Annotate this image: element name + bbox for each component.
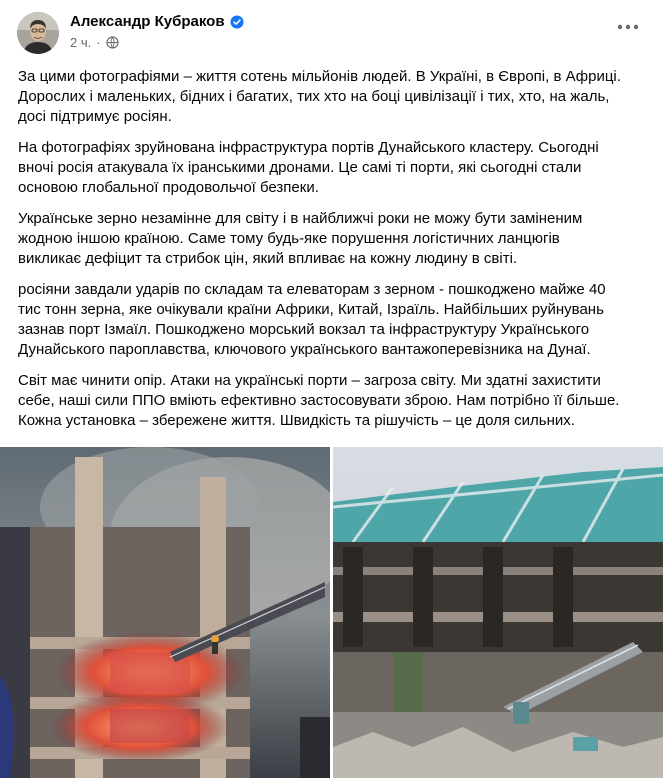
author-name[interactable]: Александр Кубраков	[70, 13, 225, 30]
avatar[interactable]	[17, 12, 59, 54]
post-paragraph: Українське зерно незамінне для світу і в найближчі роки не можу бути заміненим жодною іншою країною. Саме тому будь-яке порушення логістичних ланцюгів викликає дефіцит та стрибок цін, який впливає на кожну людину в світі.	[18, 210, 583, 267]
post-paragraph: За цими фотографіями – життя сотень мільйонів людей. В Україні, в Європі, в Африці. Дорослих і маленьких, бідних і багатих, тих хто на боці цивілізації і тих, хто, на жаль, досі підтримує росіян.	[18, 68, 621, 125]
verified-badge-icon	[230, 15, 244, 29]
post-photos	[0, 447, 663, 778]
author-line	[70, 13, 244, 30]
post-paragraph: Світ має чинити опір. Атаки на українські порти – загроза світу. Ми здатні захистити себе, наші сили ППО вміють ефективно застосовувати зброю. Нам потрібно її більше. Кожна установка – збережене життя. Швидкість та рішучість – це доля сильних.	[18, 372, 620, 429]
post-meta	[70, 35, 119, 50]
more-options-icon[interactable]	[617, 22, 639, 32]
photo-destroyed-terminal[interactable]	[333, 447, 663, 778]
post-paragraph: На фотографіях зруйнована інфраструктура портів Дунайського кластеру. Сьогодні вночі росія атакувала їх іранськими дронами. Це самі ті порти, які сьогодні стали основою глобальної продовольчої безпеки.	[18, 139, 599, 196]
post-timestamp[interactable]: 2 ч.	[70, 35, 92, 50]
avatar-image	[17, 12, 59, 54]
photo-burning-building[interactable]	[0, 447, 330, 778]
meta-separator: ·	[96, 35, 101, 50]
globe-icon[interactable]	[106, 36, 119, 49]
post-header	[0, 0, 663, 64]
post-paragraph: росіяни завдали ударів по складам та елеваторам з зерном - пошкоджено майже 40 тис тонн зерна, яке очікували країни Африки, Китай, Ізраїль. Найбільших руйнувань зазнав порт Ізмаїл. Пошкоджено морський вокзал та інфраструктуру Українського Дунайського пароплавства, ключового українського вантажоперевізника на Дунаї.	[18, 281, 606, 358]
post-text	[18, 67, 648, 442]
